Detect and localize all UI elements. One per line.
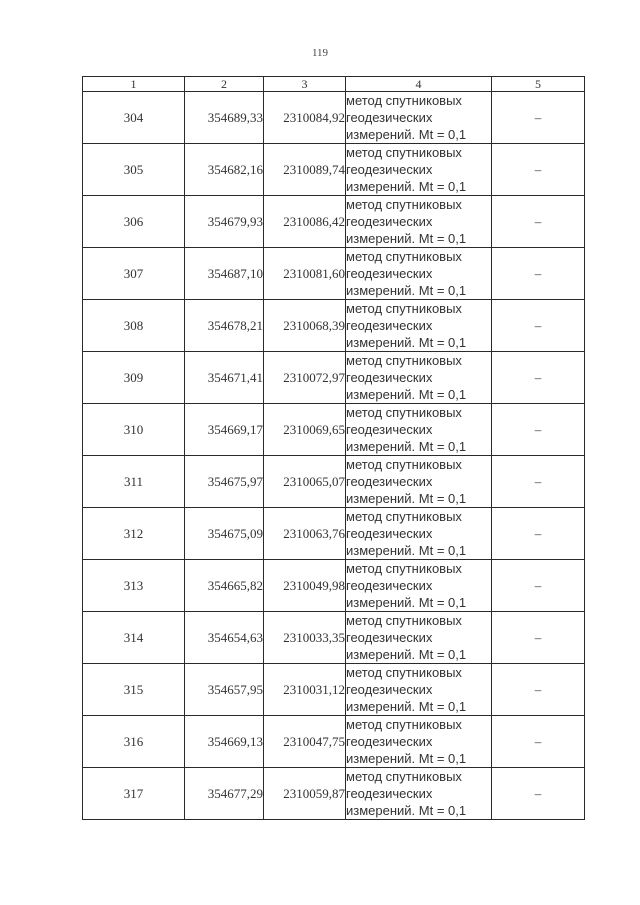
method-cell [346,352,492,404]
header-col-4: 4 [346,77,492,92]
method-cell [346,560,492,612]
method-line: измерений. Mt = 0,1 [346,439,467,454]
method-line: геодезических [346,786,433,801]
method-cell [346,612,492,664]
method-line: измерений. Mt = 0,1 [346,491,467,506]
method-cell [346,456,492,508]
x-coordinate-cell: 354677,29 [185,768,264,820]
method-line: метод спутниковых [346,769,462,784]
method-line: метод спутниковых [346,145,462,160]
point-number-cell: 306 [83,196,185,248]
point-number-cell: 317 [83,768,185,820]
point-number-cell: 305 [83,144,185,196]
point-number-cell: 310 [83,404,185,456]
method-cell [346,196,492,248]
method-line: метод спутниковых [346,353,462,368]
x-coordinate-cell: 354665,82 [185,560,264,612]
method-line: измерений. Mt = 0,1 [346,647,467,662]
x-coordinate-cell: 354671,41 [185,352,264,404]
method-line: измерений. Mt = 0,1 [346,803,467,818]
method-cell [346,92,492,144]
y-coordinate-cell: 2310063,76 [264,508,346,560]
note-cell: – [492,768,585,820]
x-coordinate-cell: 354657,95 [185,664,264,716]
method-line: измерений. Mt = 0,1 [346,387,467,402]
point-number-cell: 311 [83,456,185,508]
method-cell [346,664,492,716]
method-line: геодезических [346,734,433,749]
table-row [83,404,585,456]
point-number-cell: 307 [83,248,185,300]
method-line: геодезических [346,474,433,489]
header-col-2: 2 [185,77,264,92]
point-number-cell: 316 [83,716,185,768]
method-cell [346,300,492,352]
method-line: метод спутниковых [346,93,462,108]
method-line: метод спутниковых [346,561,462,576]
method-line: геодезических [346,162,433,177]
table-row [83,508,585,560]
method-line: метод спутниковых [346,717,462,732]
header-col-5: 5 [492,77,585,92]
method-line: измерений. Mt = 0,1 [346,595,467,610]
table-row [83,664,585,716]
coordinates-table [82,76,585,820]
method-line: измерений. Mt = 0,1 [346,179,467,194]
method-cell [346,716,492,768]
method-line: геодезических [346,370,433,385]
page-number: 119 [311,47,329,59]
method-line: измерений. Mt = 0,1 [346,751,467,766]
x-coordinate-cell: 354682,16 [185,144,264,196]
note-cell: – [492,508,585,560]
method-line: геодезических [346,526,433,541]
method-cell [346,144,492,196]
method-line: метод спутниковых [346,405,462,420]
x-coordinate-cell: 354669,13 [185,716,264,768]
table-row [83,144,585,196]
table-row [83,560,585,612]
note-cell: – [492,664,585,716]
note-cell: – [492,352,585,404]
y-coordinate-cell: 2310031,12 [264,664,346,716]
table-header [83,77,585,92]
x-coordinate-cell: 354675,97 [185,456,264,508]
note-cell: – [492,560,585,612]
table-row [83,456,585,508]
method-line: измерений. Mt = 0,1 [346,543,467,558]
method-line: метод спутниковых [346,197,462,212]
note-cell: – [492,248,585,300]
method-line: метод спутниковых [346,457,462,472]
point-number-cell: 314 [83,612,185,664]
method-line: метод спутниковых [346,249,462,264]
method-cell [346,508,492,560]
x-coordinate-cell: 354689,33 [185,92,264,144]
method-line: метод спутниковых [346,613,462,628]
note-cell: – [492,404,585,456]
note-cell: – [492,612,585,664]
y-coordinate-cell: 2310084,92 [264,92,346,144]
note-cell: – [492,716,585,768]
method-cell [346,248,492,300]
table-row [83,716,585,768]
y-coordinate-cell: 2310049,98 [264,560,346,612]
note-cell: – [492,456,585,508]
method-line: измерений. Mt = 0,1 [346,127,467,142]
table-row [83,196,585,248]
table-row [83,612,585,664]
header-col-3: 3 [264,77,346,92]
table-row [83,352,585,404]
point-number-cell: 313 [83,560,185,612]
note-cell: – [492,196,585,248]
method-line: геодезических [346,422,433,437]
y-coordinate-cell: 2310072,97 [264,352,346,404]
method-line: измерений. Mt = 0,1 [346,231,467,246]
point-number-cell: 312 [83,508,185,560]
header-col-1: 1 [83,77,185,92]
x-coordinate-cell: 354679,93 [185,196,264,248]
y-coordinate-cell: 2310069,65 [264,404,346,456]
method-line: метод спутниковых [346,301,462,316]
y-coordinate-cell: 2310068,39 [264,300,346,352]
method-line: геодезических [346,578,433,593]
y-coordinate-cell: 2310065,07 [264,456,346,508]
method-line: геодезических [346,682,433,697]
method-line: геодезических [346,318,433,333]
method-line: метод спутниковых [346,665,462,680]
note-cell: – [492,92,585,144]
table-row [83,300,585,352]
method-line: геодезических [346,214,433,229]
y-coordinate-cell: 2310081,60 [264,248,346,300]
x-coordinate-cell: 354675,09 [185,508,264,560]
x-coordinate-cell: 354687,10 [185,248,264,300]
table-row [83,768,585,820]
method-cell [346,404,492,456]
table-row [83,248,585,300]
x-coordinate-cell: 354678,21 [185,300,264,352]
y-coordinate-cell: 2310086,42 [264,196,346,248]
x-coordinate-cell: 354654,63 [185,612,264,664]
note-cell: – [492,144,585,196]
method-line: измерений. Mt = 0,1 [346,699,467,714]
method-line: геодезических [346,110,433,125]
note-cell: – [492,300,585,352]
y-coordinate-cell: 2310033,35 [264,612,346,664]
y-coordinate-cell: 2310059,87 [264,768,346,820]
table-body [83,92,585,820]
y-coordinate-cell: 2310089,74 [264,144,346,196]
method-line: измерений. Mt = 0,1 [346,335,467,350]
header-row [83,77,585,92]
point-number-cell: 315 [83,664,185,716]
point-number-cell: 308 [83,300,185,352]
y-coordinate-cell: 2310047,75 [264,716,346,768]
method-cell [346,768,492,820]
x-coordinate-cell: 354669,17 [185,404,264,456]
method-line: измерений. Mt = 0,1 [346,283,467,298]
method-line: геодезических [346,266,433,281]
method-line: метод спутниковых [346,509,462,524]
point-number-cell: 304 [83,92,185,144]
point-number-cell: 309 [83,352,185,404]
method-line: геодезических [346,630,433,645]
table-row [83,92,585,144]
